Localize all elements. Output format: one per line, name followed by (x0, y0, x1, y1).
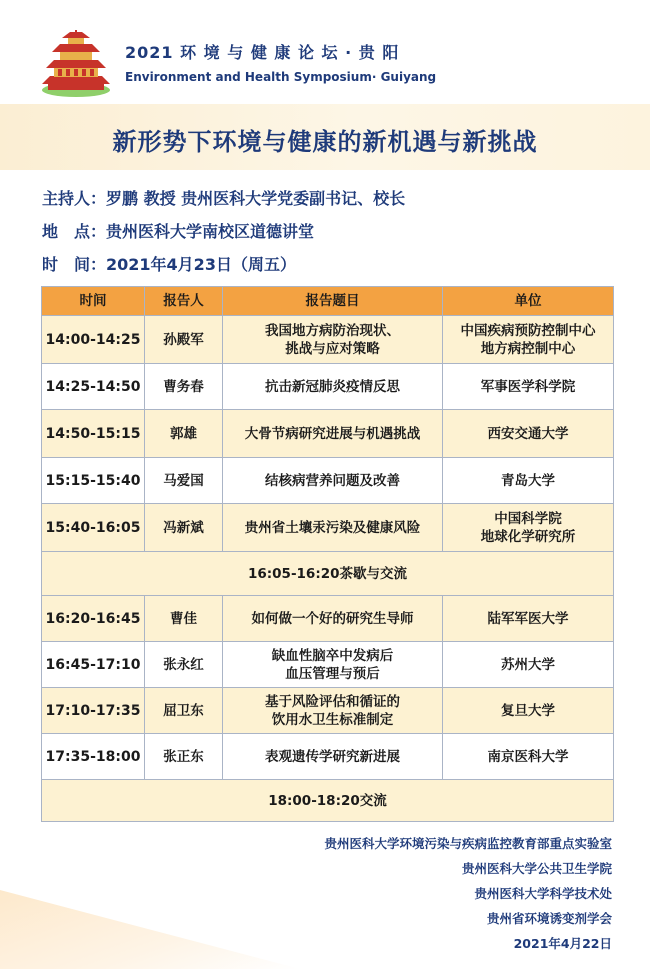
footer-org-3: 贵州医科大学科学技术处 (474, 886, 612, 901)
topic-cell: 缺血性脑卒中发病后 血压管理与预后 (223, 642, 443, 688)
footer-org-2: 贵州医科大学公共卫生学院 (461, 861, 612, 876)
speaker-cell: 曹务春 (145, 364, 223, 410)
topic-cell: 基于风险评估和循证的 饮用水卫生标准制定 (223, 688, 443, 734)
speaker-cell: 张正东 (145, 734, 223, 780)
topic-cell: 贵州省土壤汞污染及健康风险 (223, 504, 443, 552)
host-line (42, 186, 405, 209)
header-speaker: 报告人 (145, 287, 223, 316)
topic-cell: 表观遗传学研究新进展 (223, 734, 443, 780)
table-row (42, 364, 614, 410)
org-cell: 苏州大学 (443, 642, 614, 688)
time-cell: 14:25-14:50 (42, 364, 145, 410)
time-cell: 14:50-15:15 (42, 410, 145, 458)
decorative-band (0, 890, 300, 969)
speaker-cell: 孙殿军 (145, 316, 223, 364)
pagoda-icon (40, 30, 112, 98)
table-row (42, 410, 614, 458)
topic-cell: 结核病营养问题及改善 (223, 458, 443, 504)
title-banner (0, 104, 650, 170)
time-cell: 15:40-16:05 (42, 504, 145, 552)
time-cell: 17:35-18:00 (42, 734, 145, 780)
speaker-cell: 冯新斌 (145, 504, 223, 552)
org-cell: 西安交通大学 (443, 410, 614, 458)
time-cell: 16:20-16:45 (42, 596, 145, 642)
event-title-cn: 2021 环 境 与 健 康 论 坛 · 贵 阳 (125, 43, 400, 62)
time-value: 2021年4月23日（周五） (106, 255, 296, 274)
org-cell: 中国疾病预防控制中心 地方病控制中心 (443, 316, 614, 364)
time-label: 时 间： (42, 255, 107, 274)
speaker-cell: 郭雄 (145, 410, 223, 458)
host-value: 罗鹏 教授 贵州医科大学党委副书记、校长 (106, 189, 406, 208)
table-row (42, 688, 614, 734)
venue-label: 地 点： (42, 222, 107, 241)
topic-cell: 大骨节病研究进展与机遇挑战 (223, 410, 443, 458)
footer-org-4: 贵州省环境诱变剂学会 (486, 911, 612, 926)
time-cell: 17:10-17:35 (42, 688, 145, 734)
org-cell: 青岛大学 (443, 458, 614, 504)
table-row (42, 642, 614, 688)
time-cell: 14:00-14:25 (42, 316, 145, 364)
table-row (42, 316, 614, 364)
footer-date: 2021年4月22日 (513, 936, 612, 951)
org-cell: 复旦大学 (443, 688, 614, 734)
venue-value: 贵州医科大学南校区道德讲堂 (106, 222, 315, 241)
speaker-cell: 曹佳 (145, 596, 223, 642)
table-row (42, 734, 614, 780)
time-line (42, 252, 296, 275)
org-cell: 中国科学院 地球化学研究所 (443, 504, 614, 552)
event-title-en: Environment and Health Symposium· Guiyang (125, 70, 437, 84)
table-header-row (42, 287, 614, 316)
table-row (42, 458, 614, 504)
speaker-cell: 屈卫东 (145, 688, 223, 734)
table-row (42, 504, 614, 552)
break-cell: 16:05-16:20茶歇与交流 (42, 552, 614, 596)
org-cell: 陆军军医大学 (443, 596, 614, 642)
table-row (42, 596, 614, 642)
topic-cell: 如何做一个好的研究生导师 (223, 596, 443, 642)
topic-cell: 抗击新冠肺炎疫情反思 (223, 364, 443, 410)
page-title: 新形势下环境与健康的新机遇与新挑战 (112, 128, 538, 156)
org-cell: 军事医学科学院 (443, 364, 614, 410)
header-org: 单位 (443, 287, 614, 316)
break-row (42, 552, 614, 596)
schedule-table (41, 286, 614, 822)
time-cell: 15:15-15:40 (42, 458, 145, 504)
time-cell: 16:45-17:10 (42, 642, 145, 688)
host-label: 主持人： (42, 189, 107, 208)
break-cell: 18:00-18:20交流 (42, 780, 614, 822)
break-row (42, 780, 614, 822)
header-time: 时间 (42, 287, 145, 316)
footer-org-1: 贵州医科大学环境污染与疾病监控教育部重点实验室 (324, 836, 612, 851)
topic-cell: 我国地方病防治现状、 挑战与应对策略 (223, 316, 443, 364)
speaker-cell: 张永红 (145, 642, 223, 688)
speaker-cell: 马爱国 (145, 458, 223, 504)
venue-line (42, 219, 314, 242)
org-cell: 南京医科大学 (443, 734, 614, 780)
header-topic: 报告题目 (223, 287, 443, 316)
